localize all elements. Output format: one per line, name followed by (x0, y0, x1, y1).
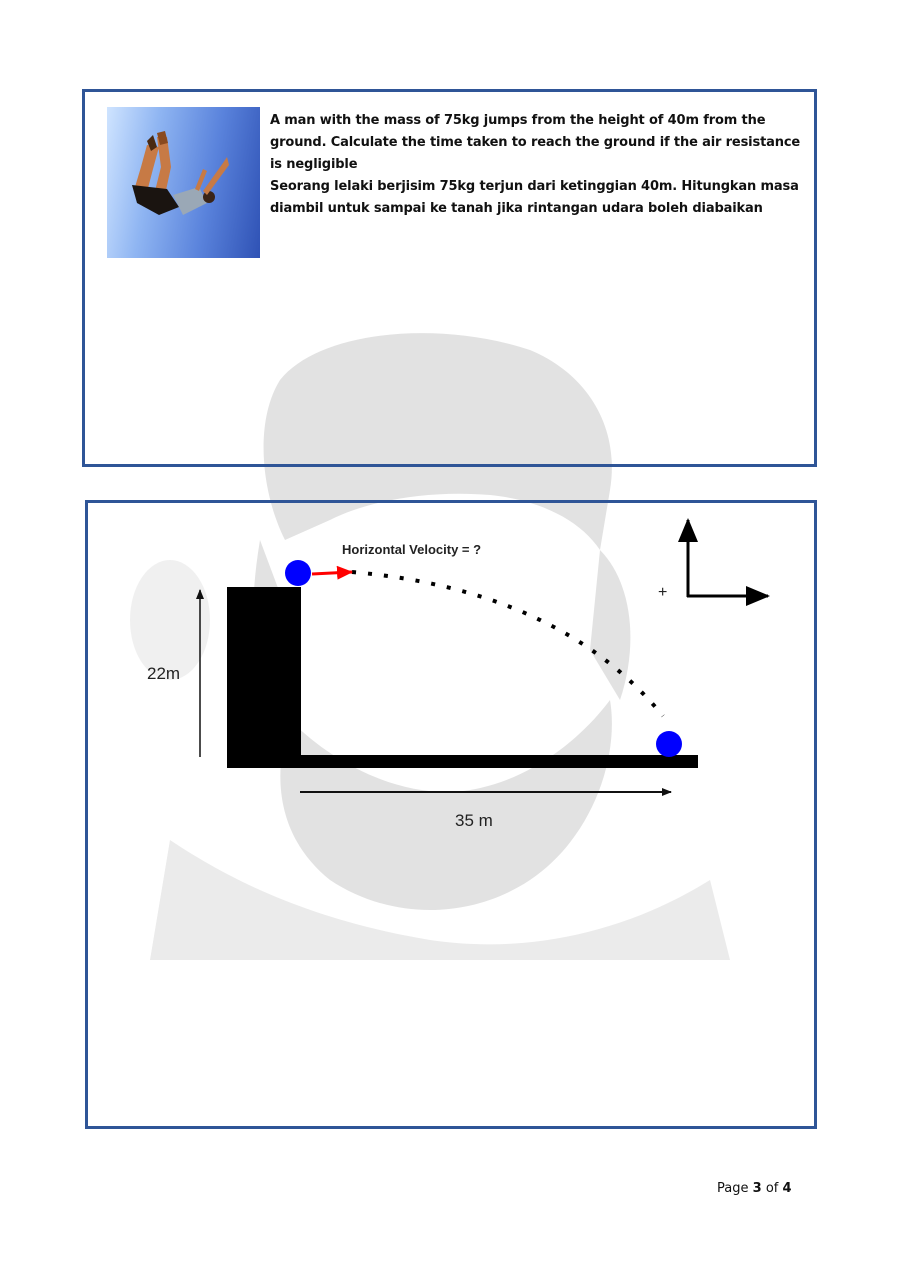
ground-line (227, 755, 698, 768)
falling-man-photo (107, 107, 260, 258)
velocity-arrow (312, 572, 352, 574)
distance-label: 35 m (455, 811, 493, 830)
ball-end (656, 731, 682, 757)
cliff-block (227, 587, 301, 767)
page-number (717, 1181, 792, 1196)
trajectory-dotted-path (352, 572, 663, 716)
height-label: 22m (147, 664, 181, 683)
positive-direction-sign: + (658, 584, 668, 601)
falling-man-figure-icon (107, 107, 260, 258)
current-page: 3 (752, 1181, 762, 1196)
total-pages: 4 (782, 1181, 792, 1196)
question-malay: Seorang lelaki berjisim 75kg terjun dari ketinggian 40m. Hitungkan masa diambil untuk sampai ke tanah jika rintangan udara boleh diabaikan (270, 179, 799, 216)
page-prefix: Page (717, 1181, 749, 1196)
page-separator: of (765, 1181, 779, 1196)
question-text (270, 110, 810, 220)
question-english: A man with the mass of 75kg jumps from the height of 40m from the ground. Calculate the time taken to reach the ground if the air resistance is negligible (270, 113, 801, 172)
horizontal-velocity-label: Horizontal Velocity = ? (342, 542, 482, 557)
ball-start (285, 560, 311, 586)
projectile-diagram (88, 503, 814, 1126)
